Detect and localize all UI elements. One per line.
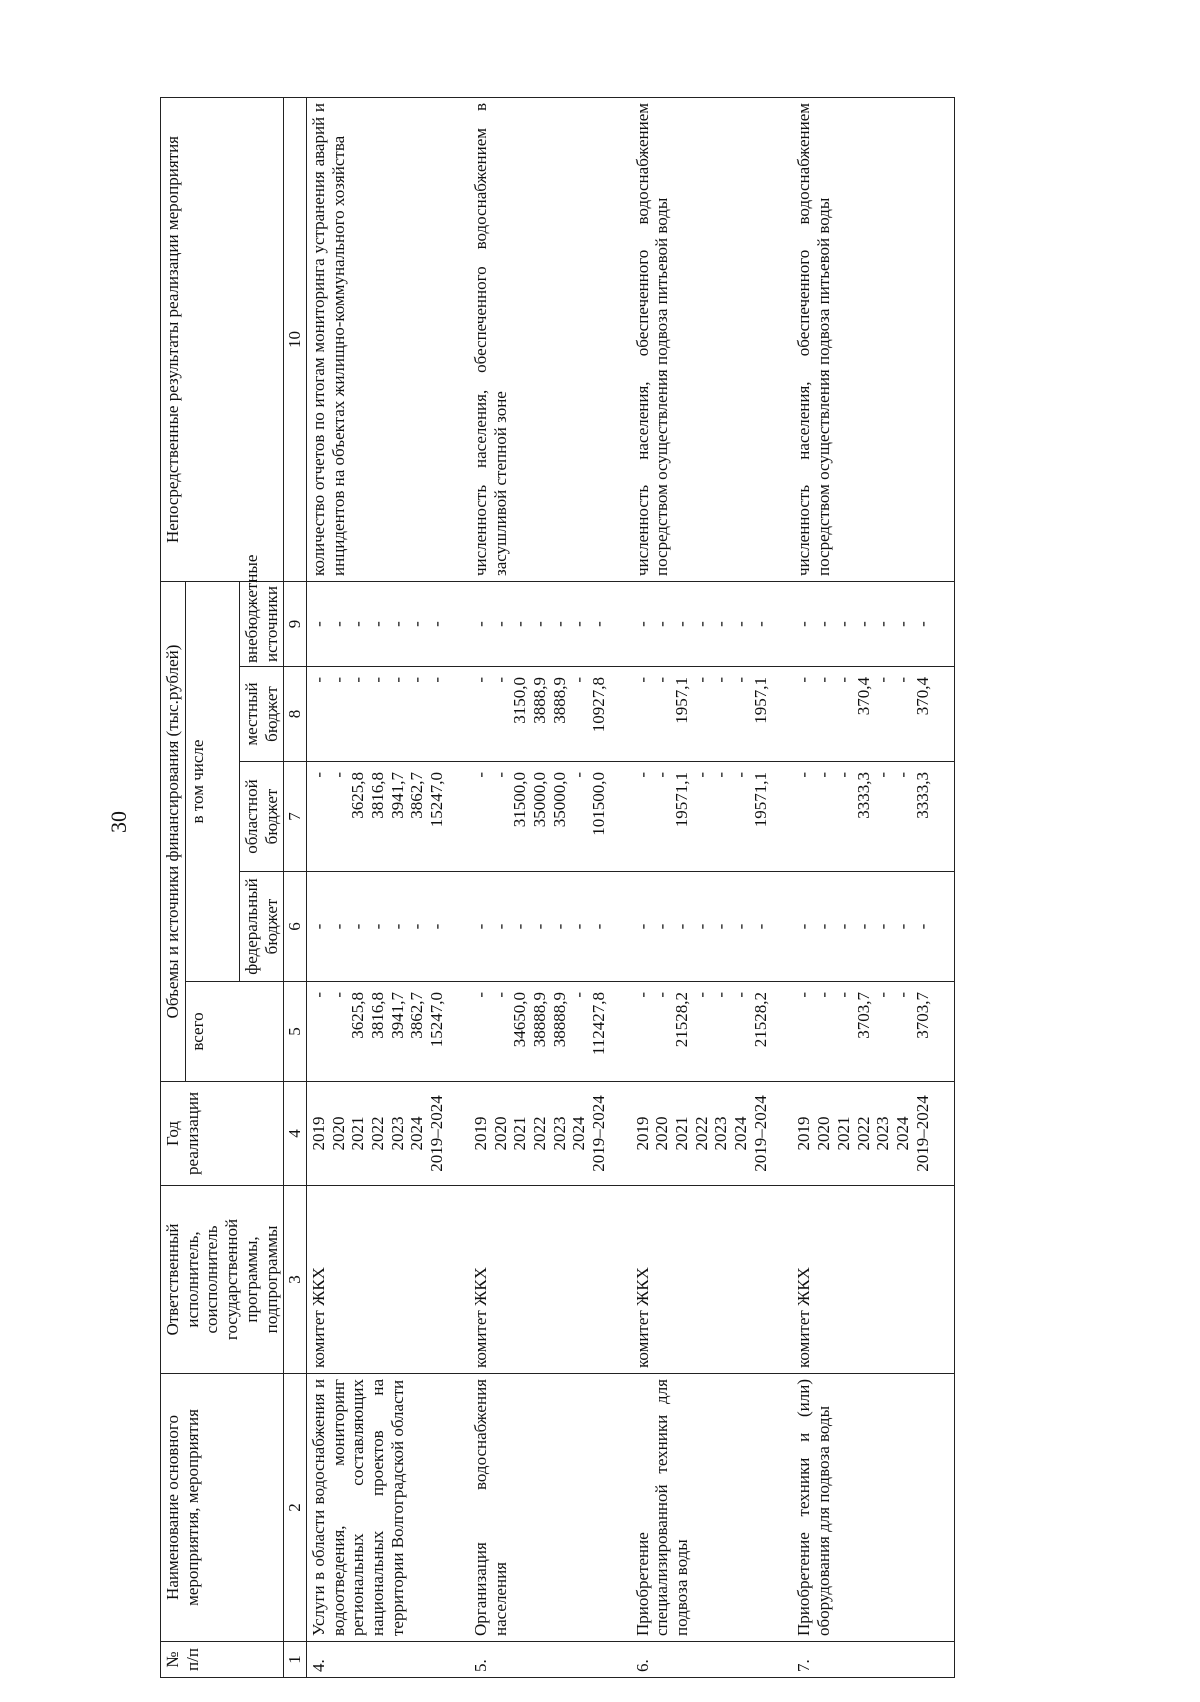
- regional-budget-value: -: [569, 772, 589, 778]
- offbudget-sources-value: -: [588, 621, 608, 627]
- federal-budget-value: -: [549, 923, 569, 930]
- local-budget-value: -: [309, 677, 329, 683]
- regional-budget-value: -: [711, 772, 731, 778]
- federal-budget-cell: [307, 872, 469, 982]
- year-value: 2023: [387, 1116, 407, 1151]
- regional-budget-value: 31500,0: [510, 772, 530, 828]
- federal-budget-value: -: [470, 923, 490, 930]
- federal-budget-cell: [792, 872, 954, 982]
- total-value: 3816,8: [368, 992, 388, 1039]
- local-budget-value: -: [387, 677, 407, 683]
- federal-budget-value: -: [328, 923, 348, 930]
- offbudget-sources-value: -: [794, 621, 814, 627]
- year-value: 2022: [853, 1116, 873, 1151]
- offbudget-sources-value: -: [470, 621, 490, 627]
- total-value: -: [309, 992, 329, 998]
- regional-budget-value: -: [652, 772, 672, 778]
- regional-budget-value: -: [691, 772, 711, 778]
- year-value: 2019–2024: [427, 1095, 447, 1172]
- year-value: 2019–2024: [912, 1095, 932, 1172]
- offbudget-sources-value: -: [427, 621, 447, 627]
- year-value: 2021: [672, 1116, 692, 1151]
- federal-budget-value: -: [853, 923, 873, 930]
- measure-name: Организация водоснабжения населения: [469, 1374, 631, 1642]
- col-number: 9: [284, 582, 307, 667]
- year-value: 2022: [691, 1116, 711, 1151]
- measure-name: Услуги в области водоснабжения и водоотведения, мониторинг региональных составляющих национальных проектов на территории Волгоградской области: [307, 1374, 469, 1642]
- regional-budget-value: -: [731, 772, 751, 778]
- offbudget-sources-value: -: [529, 621, 549, 627]
- page-number: 30: [106, 811, 131, 833]
- total-value: -: [711, 992, 731, 998]
- total-value: -: [569, 992, 589, 998]
- total-value: 21528,2: [750, 992, 770, 1048]
- offbudget-sources-value: -: [892, 621, 912, 627]
- federal-budget-value: -: [912, 923, 932, 930]
- local-budget-value: -: [814, 677, 834, 683]
- local-budget-value: 1957,1: [750, 677, 770, 724]
- year-value: 2024: [569, 1116, 589, 1151]
- header-responsible: Ответственный исполнитель, соисполнитель государственной программы, подпрограммы: [161, 1186, 284, 1374]
- total-value: -: [328, 992, 348, 998]
- total-value: -: [873, 992, 893, 998]
- offbudget-sources-value: -: [672, 621, 692, 627]
- total-value: -: [794, 992, 814, 998]
- local-budget-value: -: [632, 677, 652, 683]
- year-cell: [631, 1082, 793, 1186]
- federal-budget-value: -: [510, 923, 530, 930]
- year-value: 2021: [348, 1116, 368, 1151]
- federal-budget-value: -: [387, 923, 407, 930]
- regional-budget-value: -: [470, 772, 490, 778]
- col-number: 3: [284, 1186, 307, 1374]
- offbudget-sources-value: -: [711, 621, 731, 627]
- federal-budget-value: -: [814, 923, 834, 930]
- measure-name: Приобретение специализированной техники для подвоза воды: [631, 1374, 793, 1642]
- regional-budget-value: 3333,3: [912, 772, 932, 819]
- col-number: 6: [284, 872, 307, 982]
- table-header: [161, 98, 307, 1678]
- year-value: 2020: [490, 1116, 510, 1151]
- local-budget-cell: [469, 667, 631, 762]
- header-offbudget: внебюджетные источники: [239, 582, 283, 667]
- total-value: -: [731, 992, 751, 998]
- year-value: 2020: [328, 1116, 348, 1151]
- offbudget-sources-value: -: [691, 621, 711, 627]
- col-number: 5: [284, 982, 307, 1082]
- federal-budget-value: -: [569, 923, 589, 930]
- year-cell: [469, 1082, 631, 1186]
- offbudget-sources-value: -: [853, 621, 873, 627]
- regional-budget-value: -: [632, 772, 652, 778]
- regional-budget-value: 3862,7: [407, 772, 427, 819]
- local-budget-value: 3150,0: [510, 677, 530, 724]
- federal-budget-value: -: [368, 923, 388, 930]
- year-value: 2020: [814, 1116, 834, 1151]
- federal-budget-value: -: [750, 923, 770, 930]
- federal-budget-value: -: [731, 923, 751, 930]
- federal-budget-cell: [469, 872, 631, 982]
- total-value: 3703,7: [912, 992, 932, 1039]
- total-value: 3703,7: [853, 992, 873, 1039]
- responsible-executor: комитет ЖКХ: [307, 1186, 469, 1374]
- local-budget-value: -: [328, 677, 348, 683]
- direct-result: численность населения, обеспеченного водоснабжением в засушливой степной зоне: [469, 98, 631, 582]
- year-value: 2019–2024: [588, 1095, 608, 1172]
- local-budget-value: -: [407, 677, 427, 683]
- header-results: Непосредственные результаты реализации мероприятия: [161, 98, 284, 582]
- total-value: 3862,7: [407, 992, 427, 1039]
- offbudget-sources-value: -: [368, 621, 388, 627]
- col-number: 8: [284, 667, 307, 762]
- local-budget-value: 3888,9: [549, 677, 569, 724]
- local-budget-cell: [307, 667, 469, 762]
- offbudget-sources-value: -: [873, 621, 893, 627]
- regional-budget-cell: [469, 762, 631, 872]
- regional-budget-value: -: [328, 772, 348, 778]
- local-budget-value: -: [873, 677, 893, 683]
- offbudget-sources-value: -: [912, 621, 932, 627]
- row-number: 5.: [469, 1642, 631, 1678]
- offbudget-sources-value: -: [814, 621, 834, 627]
- offbudget-sources-value: -: [833, 621, 853, 627]
- total-cell: [792, 982, 954, 1082]
- total-cell: [631, 982, 793, 1082]
- table-body: [307, 98, 955, 1678]
- offbudget-sources-value: -: [652, 621, 672, 627]
- offbudget-sources-cell: [307, 582, 469, 667]
- federal-budget-value: -: [672, 923, 692, 930]
- local-budget-value: -: [368, 677, 388, 683]
- federal-budget-value: -: [833, 923, 853, 930]
- responsible-executor: комитет ЖКХ: [792, 1186, 954, 1374]
- federal-budget-value: -: [407, 923, 427, 930]
- local-budget-value: -: [652, 677, 672, 683]
- offbudget-sources-value: -: [490, 621, 510, 627]
- header-regional: областной бюджет: [239, 762, 283, 872]
- regional-budget-value: -: [892, 772, 912, 778]
- federal-budget-value: -: [309, 923, 329, 930]
- regional-budget-value: 19571,1: [750, 772, 770, 828]
- total-value: 21528,2: [672, 992, 692, 1048]
- federal-budget-value: -: [632, 923, 652, 930]
- total-value: -: [470, 992, 490, 998]
- total-value: 38888,9: [549, 992, 569, 1048]
- offbudget-sources-value: -: [750, 621, 770, 627]
- total-value: -: [833, 992, 853, 998]
- year-value: 2023: [549, 1116, 569, 1151]
- local-budget-value: 1957,1: [672, 677, 692, 724]
- col-number: 4: [284, 1082, 307, 1186]
- responsible-executor: комитет ЖКХ: [469, 1186, 631, 1374]
- regional-budget-value: -: [873, 772, 893, 778]
- year-cell: [307, 1082, 469, 1186]
- regional-budget-value: 15247,0: [427, 772, 447, 828]
- regional-budget-value: -: [833, 772, 853, 778]
- direct-result: количество отчетов по итогам мониторинга устранения аварий и инцидентов на объектах жилищно-коммунального хозяйства: [307, 98, 469, 582]
- year-value: 2019: [794, 1116, 814, 1151]
- local-budget-value: -: [833, 677, 853, 683]
- regional-budget-cell: [792, 762, 954, 872]
- col-number: 1: [284, 1642, 307, 1678]
- direct-result: численность населения, обеспеченного водоснабжением посредством осуществления подвоза питьевой воды: [792, 98, 954, 582]
- year-value: 2022: [368, 1116, 388, 1151]
- local-budget-value: -: [892, 677, 912, 683]
- local-budget-value: -: [731, 677, 751, 683]
- year-value: 2021: [833, 1116, 853, 1151]
- offbudget-sources-value: -: [309, 621, 329, 627]
- total-value: -: [652, 992, 672, 998]
- federal-budget-value: -: [490, 923, 510, 930]
- year-value: 2020: [652, 1116, 672, 1151]
- column-numbers-row: [284, 98, 307, 1678]
- federal-budget-cell: [631, 872, 793, 982]
- year-cell: [792, 1082, 954, 1186]
- header-incl: в том числе: [185, 582, 239, 982]
- local-budget-value: -: [711, 677, 731, 683]
- regional-budget-value: 3816,8: [368, 772, 388, 819]
- col-number: 2: [284, 1374, 307, 1642]
- offbudget-sources-value: -: [328, 621, 348, 627]
- year-value: 2023: [873, 1116, 893, 1151]
- row-number: 6.: [631, 1642, 793, 1678]
- local-budget-value: -: [348, 677, 368, 683]
- regional-budget-value: 3941,7: [387, 772, 407, 819]
- regional-budget-cell: [631, 762, 793, 872]
- offbudget-sources-value: -: [348, 621, 368, 627]
- total-value: -: [892, 992, 912, 998]
- table-row: [469, 98, 631, 1678]
- offbudget-sources-value: -: [632, 621, 652, 627]
- regional-budget-value: 19571,1: [672, 772, 692, 828]
- offbudget-sources-value: -: [569, 621, 589, 627]
- year-value: 2019: [632, 1116, 652, 1151]
- local-budget-value: 10927,8: [588, 677, 608, 733]
- direct-result: численность населения, обеспеченного водоснабжением посредством осуществления подвоза питьевой воды: [631, 98, 793, 582]
- total-value: -: [691, 992, 711, 998]
- offbudget-sources-cell: [631, 582, 793, 667]
- total-value: 38888,9: [529, 992, 549, 1048]
- table-row: [307, 98, 469, 1678]
- rotated-table-wrapper: [160, 98, 1065, 1678]
- year-value: 2021: [510, 1116, 530, 1151]
- local-budget-value: 370,4: [912, 677, 932, 716]
- row-number: 4.: [307, 1642, 469, 1678]
- local-budget-value: -: [691, 677, 711, 683]
- offbudget-sources-value: -: [387, 621, 407, 627]
- total-value: 15247,0: [427, 992, 447, 1048]
- regional-budget-value: 35000,0: [549, 772, 569, 828]
- offbudget-sources-cell: [469, 582, 631, 667]
- col-number: 7: [284, 762, 307, 872]
- local-budget-cell: [792, 667, 954, 762]
- offbudget-sources-value: -: [549, 621, 569, 627]
- federal-budget-value: -: [588, 923, 608, 930]
- header-federal: федеральный бюджет: [239, 872, 283, 982]
- header-name: Наименование основного мероприятия, мероприятия: [161, 1374, 284, 1642]
- regional-budget-value: -: [794, 772, 814, 778]
- col-number: 10: [284, 98, 307, 582]
- local-budget-value: 3888,9: [529, 677, 549, 724]
- federal-budget-value: -: [348, 923, 368, 930]
- total-value: -: [814, 992, 834, 998]
- year-value: 2023: [711, 1116, 731, 1151]
- local-budget-value: 370,4: [853, 677, 873, 716]
- header-num: № п/п: [161, 1642, 284, 1678]
- regional-budget-value: -: [490, 772, 510, 778]
- federal-budget-value: -: [691, 923, 711, 930]
- total-cell: [469, 982, 631, 1082]
- federal-budget-value: -: [427, 923, 447, 930]
- offbudget-sources-value: -: [510, 621, 530, 627]
- header-year: Год реализации: [161, 1082, 284, 1186]
- regional-budget-value: 3333,3: [853, 772, 873, 819]
- local-budget-value: -: [427, 677, 447, 683]
- total-value: 3941,7: [387, 992, 407, 1039]
- total-value: 3625,8: [348, 992, 368, 1039]
- federal-budget-value: -: [529, 923, 549, 930]
- regional-budget-value: -: [309, 772, 329, 778]
- total-value: -: [632, 992, 652, 998]
- program-table: [160, 97, 955, 1678]
- federal-budget-value: -: [711, 923, 731, 930]
- year-value: 2024: [731, 1116, 751, 1151]
- regional-budget-value: -: [814, 772, 834, 778]
- header-total: всего: [185, 982, 284, 1082]
- regional-budget-value: 101500,0: [588, 772, 608, 836]
- year-value: 2024: [407, 1116, 427, 1151]
- year-value: 2019: [470, 1116, 490, 1151]
- local-budget-cell: [631, 667, 793, 762]
- measure-name: Приобретение техники и (или) оборудования для подвоза воды: [792, 1374, 954, 1642]
- row-number: 7.: [792, 1642, 954, 1678]
- regional-budget-value: 3625,8: [348, 772, 368, 819]
- local-budget-value: -: [569, 677, 589, 683]
- local-budget-value: -: [490, 677, 510, 683]
- offbudget-sources-value: -: [731, 621, 751, 627]
- local-budget-value: -: [794, 677, 814, 683]
- federal-budget-value: -: [892, 923, 912, 930]
- header-funding: Объемы и источники финансирования (тыс.рублей): [161, 582, 186, 1082]
- federal-budget-value: -: [652, 923, 672, 930]
- total-cell: [307, 982, 469, 1082]
- total-value: 112427,8: [588, 992, 608, 1056]
- header-local: местный бюджет: [239, 667, 283, 762]
- regional-budget-value: 35000,0: [529, 772, 549, 828]
- table-row: [792, 98, 954, 1678]
- year-value: 2022: [529, 1116, 549, 1151]
- table-row: [631, 98, 793, 1678]
- total-value: 34650,0: [510, 992, 530, 1048]
- offbudget-sources-value: -: [407, 621, 427, 627]
- total-value: -: [490, 992, 510, 998]
- regional-budget-cell: [307, 762, 469, 872]
- offbudget-sources-cell: [792, 582, 954, 667]
- federal-budget-value: -: [873, 923, 893, 930]
- responsible-executor: комитет ЖКХ: [631, 1186, 793, 1374]
- local-budget-value: -: [470, 677, 490, 683]
- federal-budget-value: -: [794, 923, 814, 930]
- year-value: 2019: [309, 1116, 329, 1151]
- year-value: 2024: [892, 1116, 912, 1151]
- year-value: 2019–2024: [750, 1095, 770, 1172]
